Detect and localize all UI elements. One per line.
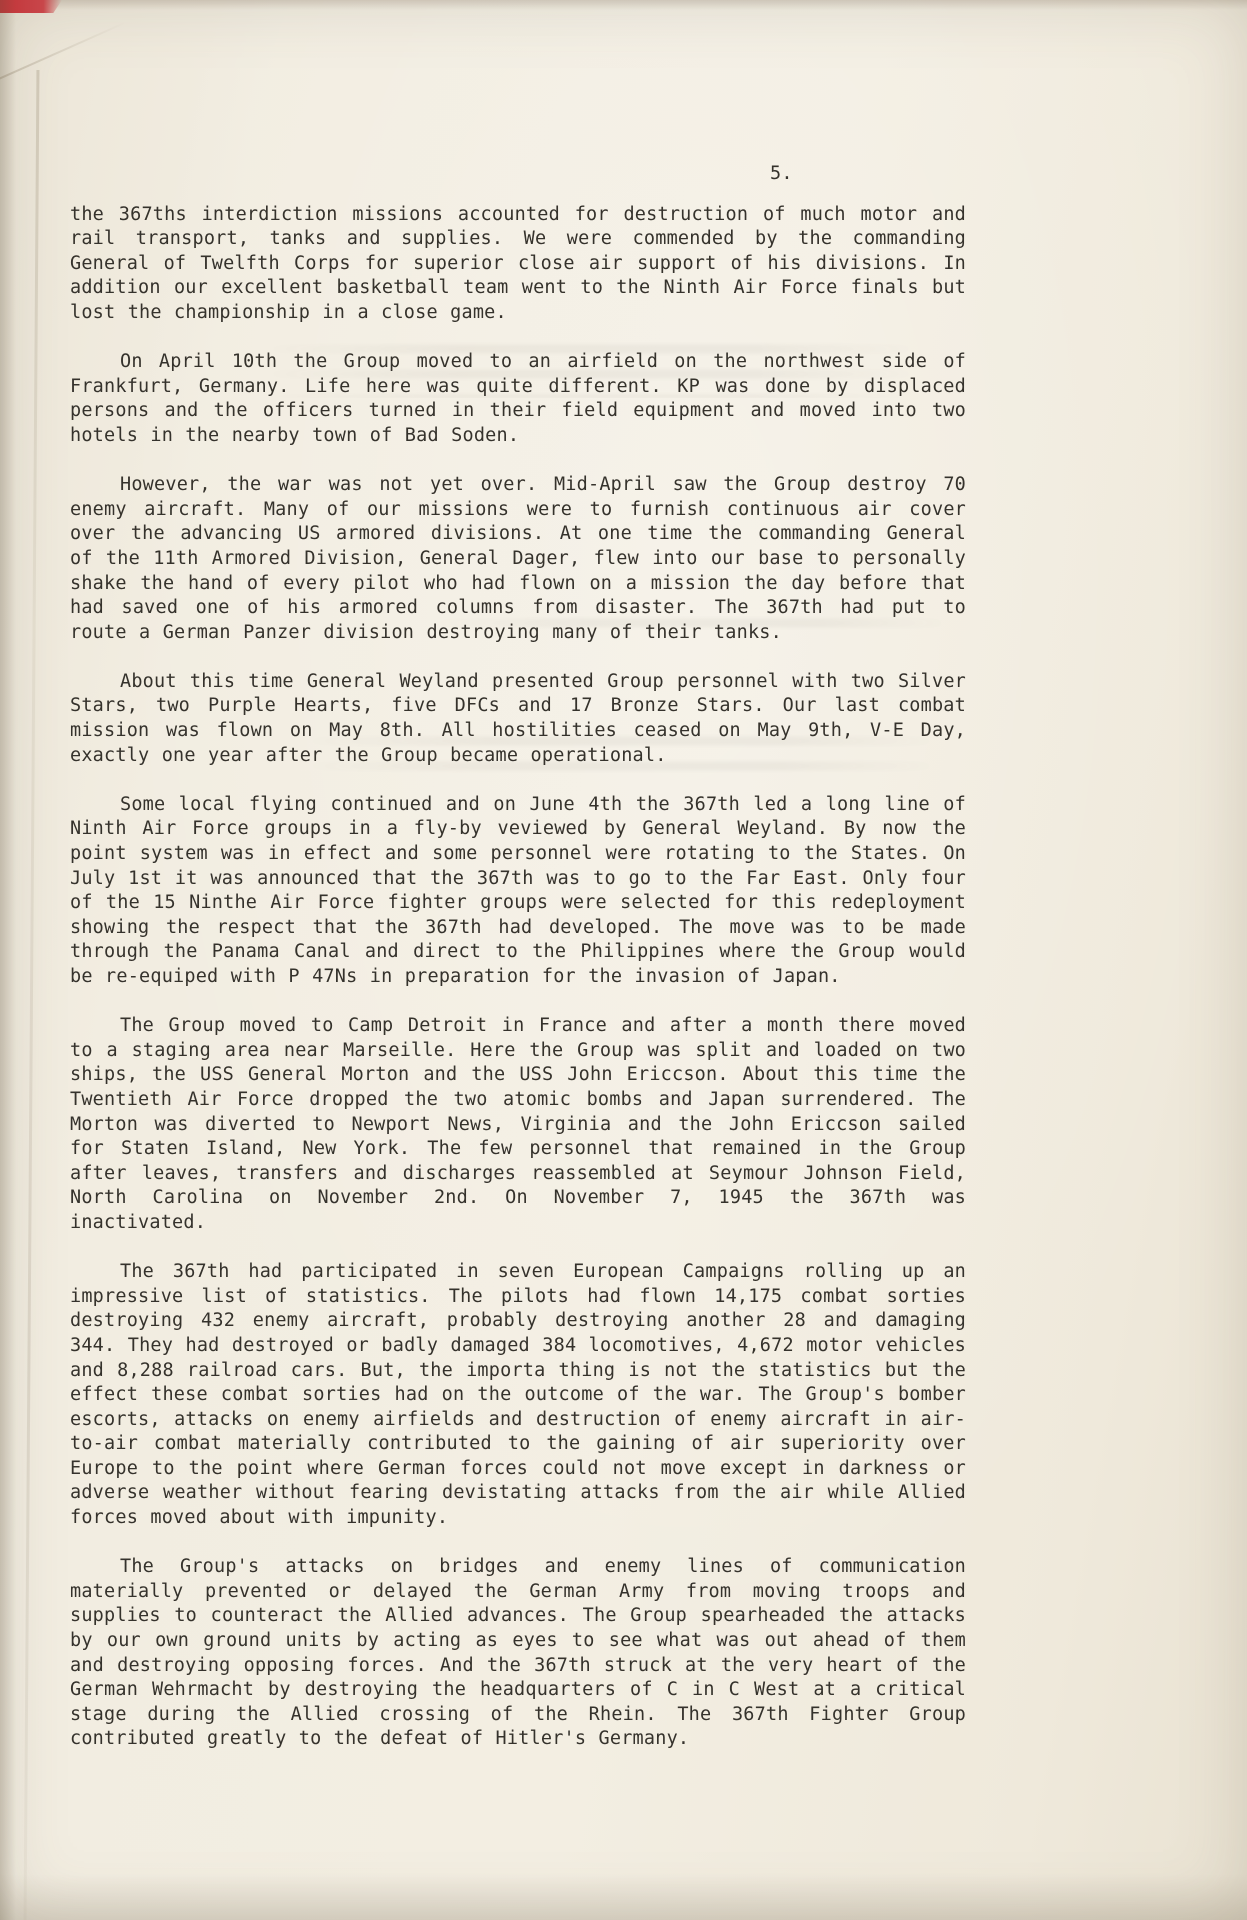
paper-crease xyxy=(24,70,40,1920)
paper-bottom-edge-shadow xyxy=(0,1874,1247,1920)
paper-fold-line xyxy=(0,22,126,85)
paragraph-camp-detroit: The Group moved to Camp Detroit in France and after a month there moved to a staging area near Marseille. Here the Group was split and loaded on two ships, the USS General Morton and the USS John Ericcson. About this time the Twentieth Air Force dropped the two atomic bombs and Japan surrendered. The Morton was diverted to Newport News, Virginia and the John Ericcson sailed for Staten Island, New York. The few personnel that remained in the Group after leaves, transfers and discharges reassembled at Seymour Johnson Field, North Carolina on November 2nd. On November 7, 1945 the 367th was inactivated. xyxy=(70,1015,966,1233)
paragraph-statistics: The 367th had participated in seven European Campaigns rolling up an impressive list of statistics. The pilots had flown 14,175 combat sorties destroying 432 enemy aircraft, probably destroying another 28 and damaging 344. They had destroyed or badly damaged 384 locomotives, 4,672 motor vehicles and 8,288 railroad cars. But, the importa thing is not the statistics but the effect these combat sorties had on the outcome of the war. The Group's bomber escorts, attacks on enemy airfields and destruction of enemy aircraft in air-to-air combat materially contributed to the gaining of air superiority over Europe to the point where German forces could not move except in darkness or adverse weather without fearing devistating attacks from the air while Allied forces moved about with impunity. xyxy=(70,1261,966,1529)
paragraph-war-not-over: However, the war was not yet over. Mid-April saw the Group destroy 70 enemy aircraft. Many of our missions were to furnish continuous air cover over the advancing US armored divisions. At one time the commanding General of the 11th Armored Division, General Dager, flew into our base to personally shake the hand of every pilot who had flown on a mission the day before that had saved one of his armored columns from disaster. The 367th had put to route a German Panzer division destroying many of their tanks. xyxy=(70,474,966,643)
paper-top-edge-shadow xyxy=(0,0,1247,10)
paragraph-continuation: the 367ths interdiction missions accounted for destruction of much motor and rail transport, tanks and supplies. We were commended by the commanding General of Twelfth Corps for superior close air support of his divisions. In addition our excellent basketball team went to the Ninth Air Force finals but lost the championship in a close game. xyxy=(70,203,966,323)
typewritten-text-block xyxy=(70,162,966,1752)
paragraph-april-move: On April 10th the Group moved to an airfield on the northwest side of Frankfurt, Germany. Life here was quite different. KP was done by displaced persons and the officers turned in their field equipment and moved into two hotels in the nearby town of Bad Soden. xyxy=(70,351,966,446)
paragraph-conclusion: The Group's attacks on bridges and enemy lines of communication materially prevented or delayed the German Army from moving troops and supplies to counteract the Allied advances. The Group spearheaded the attacks by our own ground units by acting as eyes to see what was out ahead of them and destroying opposing forces. And the 367th struck at the very heart of the German Wehrmacht by destroying the headquarters of C in C West at a critical stage during the Allied crossing of the Rhein. The 367th Fighter Group contributed greatly to the defeat of Hitler's Germany. xyxy=(70,1556,966,1750)
paragraph-redeployment: Some local flying continued and on June 4th the 367th led a long line of Ninth Air Force groups in a fly-by veviewed by General Weyland. By now the point system was in effect and some personnel were rotating to the States. On July 1st it was announced that the 367th was to go to the Far East. Only four of the 15 Ninthe Air Force fighter groups were selected for this redeployment showing the respect that the 367th had developed. The move was to be made through the Panama Canal and direct to the Philippines where the Group would be re-equiped with P 47Ns in preparation for the invasion of Japan. xyxy=(70,793,966,987)
paper-left-edge-shadow xyxy=(0,0,16,1920)
paragraph-decorations: About this time General Weyland presented Group personnel with two Silver Stars, two Purple Hearts, five DFCs and 17 Bronze Stars. Our last combat mission was flown on May 8th. All hostilities ceased on May 9th, V-E Day, exactly one year after the Group became operational. xyxy=(70,670,966,766)
page-number: 5. xyxy=(770,163,793,184)
